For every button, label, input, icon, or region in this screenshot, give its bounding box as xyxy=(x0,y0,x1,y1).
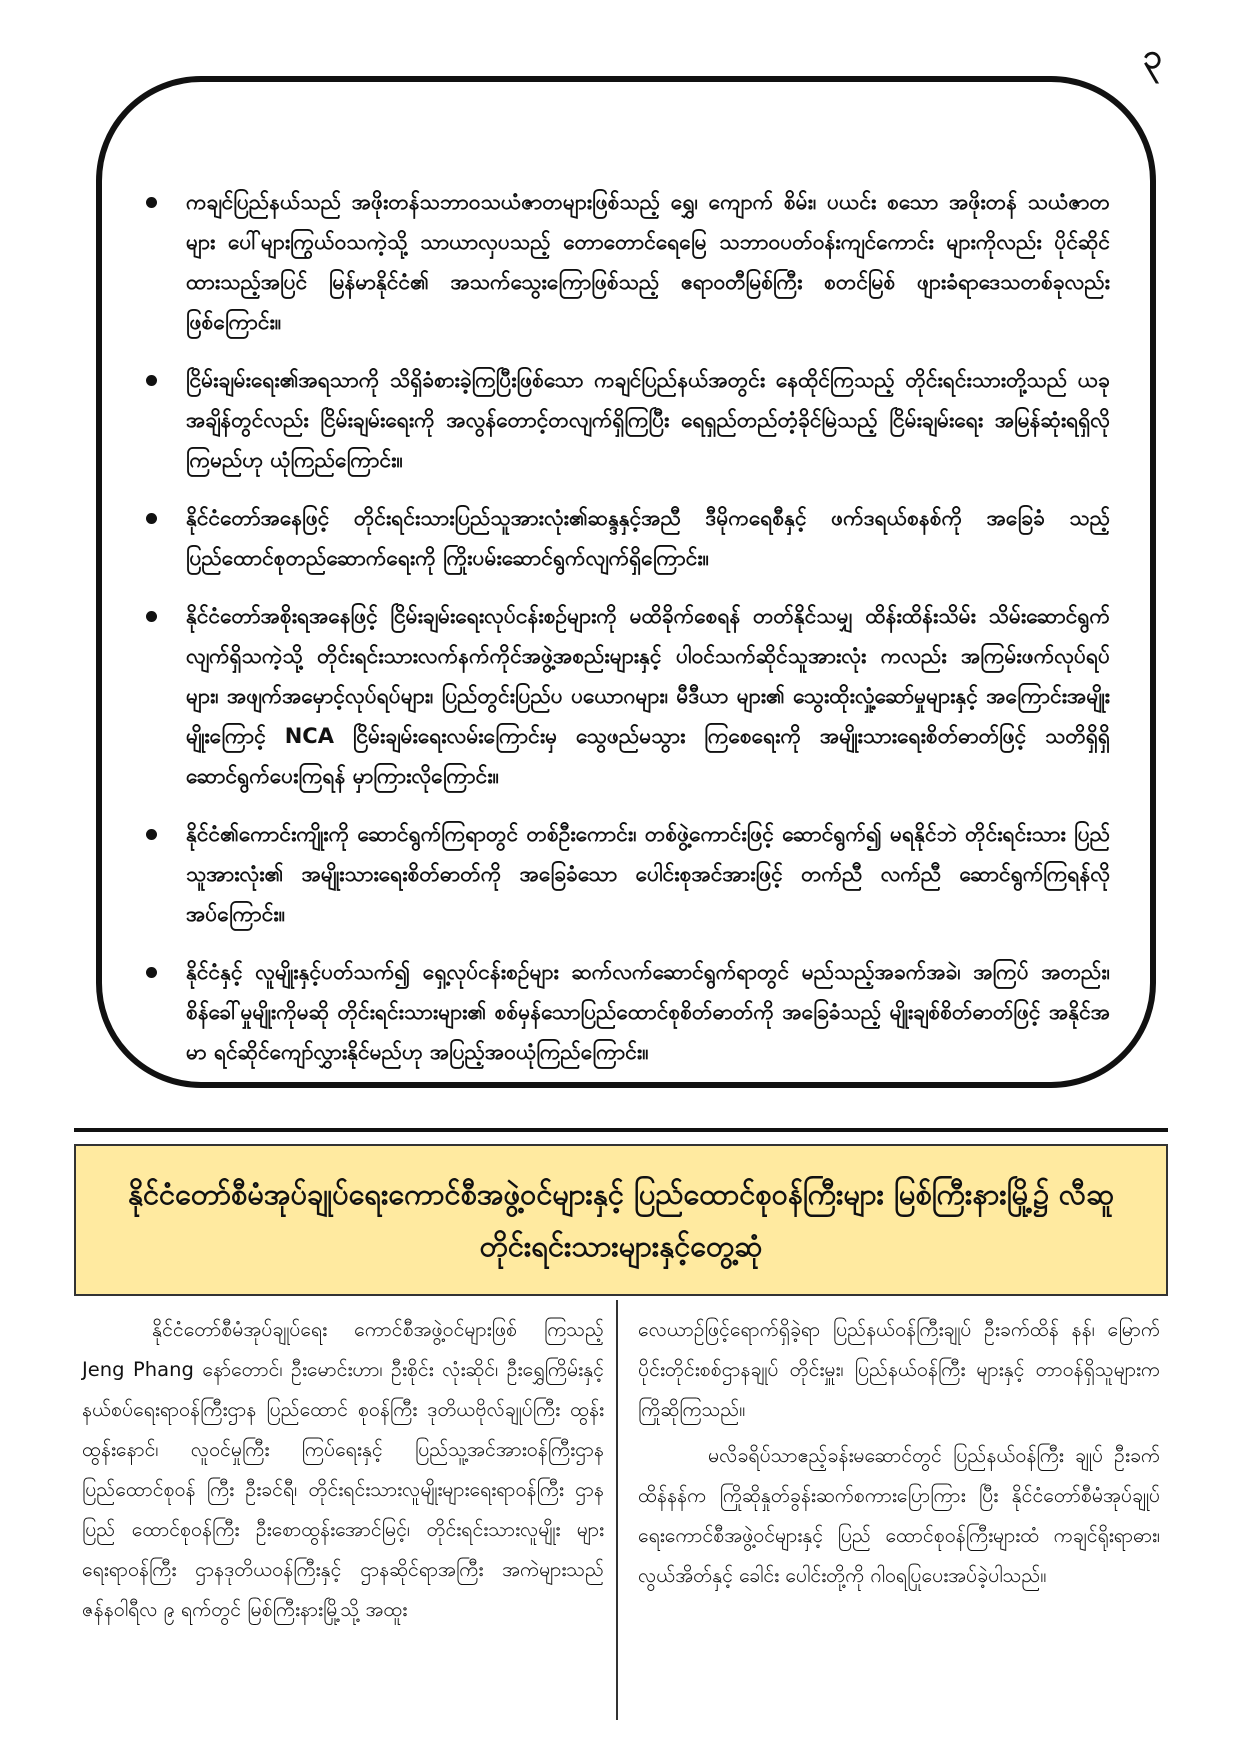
article-column-left xyxy=(82,1310,604,1636)
article-column-right xyxy=(638,1310,1160,1602)
column-rule xyxy=(616,1300,618,1720)
section-divider xyxy=(74,1128,1168,1132)
bullet-item xyxy=(138,498,1110,578)
bullet-text: နိုင်ငံတော်အနေဖြင့် တိုင်းရင်းသားပြည်သူအားလုံး၏ဆန္ဒနှင့်အညီ ဒီမိုကရေစီနှင့် ဖက်ဒရယ်စနစ်ကို အခြေခံ သည့် ပြည်ထောင်စုတည်ဆောက်ရေးကို ကြိုးပမ်းဆောင်ရွက်လျက်ရှိကြောင်း။ xyxy=(186,506,1110,570)
bullet-text: ကချင်ပြည်နယ်သည် အဖိုးတန်သဘာဝသယံဇာတများဖြစ်သည့် ရွှေ၊ ကျောက် စိမ်း၊ ပယင်း စသော အဖိုးတန် သယံဇာတများ ပေါ်များကြွယ်ဝသကဲ့သို့ သာယာလှပသည့် တောတောင်ရေမြေ သဘာဝပတ်ဝန်းကျင်ကောင်း များကိုလည်း ပိုင်ဆိုင်ထားသည့်အပြင် မြန်မာနိုင်ငံ၏ အသက်သွေးကြောဖြစ်သည့် ဧရာဝတီမြစ်ကြီး စတင်မြစ် ဖျားခံရာဒေသတစ်ခုလည်းဖြစ်ကြောင်း။ xyxy=(186,190,1110,334)
bullet-item xyxy=(138,952,1110,1072)
bullet-dot-icon xyxy=(146,513,157,524)
bullet-item xyxy=(138,360,1110,480)
article-headline: နိုင်ငံတော်စီမံအုပ်ချုပ်ရေးကောင်စီအဖွဲ့ဝင်များနှင့် ပြည်ထောင်စုဝန်ကြီးများ မြစ်ကြီးနားမြို့၌ လီဆူတိုင်းရင်းသားများနှင့်တွေ့ဆုံ xyxy=(127,1177,1115,1263)
bullet-list xyxy=(138,182,1110,1090)
headline-box xyxy=(74,1144,1168,1296)
bullet-box xyxy=(96,76,1156,1088)
bullet-dot-icon xyxy=(146,197,157,208)
bullet-text: ငြိမ်းချမ်းရေး၏အရသာကို သိရှိခံစားခဲ့ကြပြီးဖြစ်သော ကချင်ပြည်နယ်အတွင်း နေထိုင်ကြသည့် တိုင်းရင်းသားတို့သည် ယခုအချိန်တွင်လည်း ငြိမ်းချမ်းရေးကို အလွန်တောင့်တလျက်ရှိကြပြီး ရေရှည်တည်တံ့ခိုင်မြဲသည့် ငြိမ်းချမ်းရေး အမြန်ဆုံးရရှိလိုကြမည်ဟု ယုံကြည်ကြောင်း။ xyxy=(186,368,1110,472)
bullet-item xyxy=(138,814,1110,934)
article-paragraph: မလိခရိပ်သာဧည့်ခန်းမဆောင်တွင် ပြည်နယ်ဝန်ကြီး ချုပ် ဦးခက်ထိန်နန်က ကြိုဆိုနှုတ်ခွန်းဆက်စကားပြောကြား ပြီး နိုင်ငံတော်စီမံအုပ်ချုပ်ရေးကောင်စီအဖွဲ့ဝင်များနှင့် ပြည် ထောင်စုဝန်ကြီးများထံ ကချင်ရိုးရာဓား၊ လွယ်အိတ်နှင့် ခေါင်း ပေါင်းတို့ကို ဂါဝရပြုပေးအပ်ခဲ့ပါသည်။ xyxy=(638,1444,1160,1587)
bullet-item xyxy=(138,182,1110,342)
bullet-dot-icon xyxy=(146,611,157,622)
article-paragraph: နိုင်ငံတော်စီမံအုပ်ချုပ်ရေး ကောင်စီအဖွဲ့ဝင်များဖြစ် ကြသည့် Jeng Phang နော်တောင်၊ ဦးမောင်းဟာ၊ ဦးစိုင်း လုံးဆိုင်၊ ဦးရွှေကြိမ်းနှင့် နယ်စပ်ရေးရာဝန်ကြီးဌာန ပြည်ထောင် စုဝန်ကြီး ဒုတိယဗိုလ်ချုပ်ကြီး ထွန်းထွန်းနောင်၊ လူဝင်မှုကြီး ကြပ်ရေးနှင့် ပြည်သူ့အင်အားဝန်ကြီးဌာန ပြည်ထောင်စုဝန် ကြီး ဦးခင်ရီ၊ တိုင်းရင်းသားလူမျိုးများရေးရာဝန်ကြီး ဌာနပြည် ထောင်စုဝန်ကြီး ဦးစောထွန်းအောင်မြင့်၊ တိုင်းရင်းသားလူမျိုး များရေးရာဝန်ကြီး ဌာနဒုတိယဝန်ကြီးနှင့် ဌာနဆိုင်ရာအကြီး အကဲများသည် ဇန်နဝါရီလ ၉ ရက်တွင် မြစ်ကြီးနားမြို့သို့ အထူး xyxy=(82,1318,604,1621)
page-number: ၃ xyxy=(1142,37,1162,77)
bullet-text: နိုင်ငံနှင့် လူမျိုးနှင့်ပတ်သက်၍ ရှေ့လုပ်ငန်းစဉ်များ ဆက်လက်ဆောင်ရွက်ရာတွင် မည်သည့်အခက်အခဲ၊ အကြပ် အတည်း၊ စိန်ခေါ်မှုမျိုးကိုမဆို တိုင်းရင်းသားများ၏ စစ်မှန်သောပြည်ထောင်စုစိတ်ဓာတ်ကို အခြေခံသည့် မျိုးချစ်စိတ်ဓာတ်ဖြင့် အနိုင်အမာ ရင်ဆိုင်ကျော်လွှားနိုင်မည်ဟု အပြည့်အဝယုံကြည်ကြောင်း။ xyxy=(186,960,1110,1064)
bullet-text: နိုင်ငံ၏ကောင်းကျိုးကို ဆောင်ရွက်ကြရာတွင် တစ်ဦးကောင်း၊ တစ်ဖွဲ့ကောင်းဖြင့် ဆောင်ရွက်၍ မရနိုင်ဘဲ တိုင်းရင်းသား ပြည်သူအားလုံး၏ အမျိုးသားရေးစိတ်ဓာတ်ကို အခြေခံသော ပေါင်းစုအင်အားဖြင့် တက်ညီ လက်ညီ ဆောင်ရွက်ကြရန်လိုအပ်ကြောင်း။ xyxy=(186,822,1110,926)
article-columns xyxy=(74,1300,1168,1720)
bullet-dot-icon xyxy=(146,829,157,840)
bullet-item xyxy=(138,596,1110,796)
bullet-text: နိုင်ငံတော်အစိုးရအနေဖြင့် ငြိမ်းချမ်းရေးလုပ်ငန်းစဉ်များကို မထိခိုက်စေရန် တတ်နိုင်သမျှ ထိန်းထိန်းသိမ်း သိမ်းဆောင်ရွက်လျက်ရှိသကဲ့သို့ တိုင်းရင်းသားလက်နက်ကိုင်အဖွဲ့အစည်းများနှင့် ပါဝင်သက်ဆိုင်သူအားလုံး ကလည်း အကြမ်းဖက်လုပ်ရပ်များ၊ အဖျက်အမှောင့်လုပ်ရပ်များ၊ ပြည်တွင်းပြည်ပ ပယောဂများ၊ မီဒီယာ များ၏ သွေးထိုးလှုံ့ဆော်မှုများနှင့် အကြောင်းအမျိုးမျိုးကြောင့် NCA ငြိမ်းချမ်းရေးလမ်းကြောင်းမှ သွေဖည်မသွား ကြစေရေးကို အမျိုးသားရေးစိတ်ဓာတ်ဖြင့် သတိရှိရှိဆောင်ရွက်ပေးကြရန် မှာကြားလိုကြောင်း။ xyxy=(186,604,1110,788)
article-paragraph: လေယာဉ်ဖြင့်ရောက်ရှိခဲ့ရာ ပြည်နယ်ဝန်ကြီးချုပ် ဦးခက်ထိန် နန်၊ မြောက်ပိုင်းတိုင်းစစ်ဌာနချုပ် တိုင်းမှူး၊ ပြည်နယ်ဝန်ကြီး များနှင့် တာဝန်ရှိသူများက ကြိုဆိုကြသည်။ xyxy=(638,1318,1160,1421)
bullet-dot-icon xyxy=(146,967,157,978)
bullet-dot-icon xyxy=(146,375,157,386)
